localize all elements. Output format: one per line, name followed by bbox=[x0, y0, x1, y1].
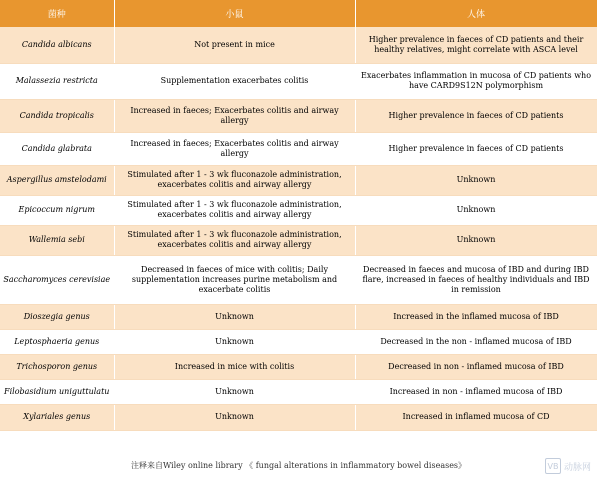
cell-human-text: Increased in the inflamed mucosa of IBD bbox=[393, 311, 559, 321]
table-body bbox=[0, 27, 597, 430]
cell-fungus bbox=[0, 195, 114, 225]
header-human: 人体 bbox=[355, 0, 597, 27]
cell-mice bbox=[114, 379, 355, 404]
cell-fungus-text: Epicoccum nigrum bbox=[18, 205, 95, 214]
cell-fungus bbox=[0, 404, 114, 430]
cell-mice bbox=[114, 132, 355, 165]
cell-fungus-text: Dioszegia genus bbox=[23, 311, 90, 321]
cell-human bbox=[355, 63, 597, 99]
cell-human bbox=[355, 304, 597, 329]
cell-fungus-text: Malassezia restricta bbox=[15, 76, 98, 85]
cell-human-text: Decreased in non - inflamed mucosa of IBD bbox=[388, 361, 564, 371]
table-row bbox=[0, 304, 597, 329]
cell-human-text: Exacerbates inflammation in mucosa of CD patients who have CARD9S12N polymorphism bbox=[360, 71, 592, 90]
vb-logo-icon: VB bbox=[545, 458, 561, 474]
cell-mice bbox=[114, 304, 355, 329]
cell-mice bbox=[114, 195, 355, 225]
table-row bbox=[0, 27, 597, 63]
cell-fungus bbox=[0, 304, 114, 329]
table-header-row bbox=[0, 0, 597, 27]
cell-mice bbox=[114, 404, 355, 430]
cell-mice-text: Supplementation exacerbates colitis bbox=[160, 76, 309, 85]
cell-fungus bbox=[0, 354, 114, 379]
cell-fungus bbox=[0, 63, 114, 99]
cell-human bbox=[355, 27, 597, 63]
cell-fungus-text: Wallemia sebi bbox=[28, 235, 85, 244]
source-note: 注释来自Wiley online library 《 fungal alterations in inflammatory bowel diseases》 bbox=[130, 461, 467, 470]
cell-mice-text: Unknown bbox=[215, 311, 254, 321]
cell-mice-text: Unknown bbox=[215, 412, 254, 421]
cell-mice-text: Stimulated after 1 - 3 wk fluconazole administration, exacerbates colitis and airway allergy bbox=[127, 200, 342, 219]
cell-mice-text: Unknown bbox=[215, 336, 254, 346]
cell-human-text: Higher prevalence in faeces of CD patients bbox=[388, 143, 564, 153]
cell-fungus-text: Filobasidium uniguttulatu bbox=[4, 386, 110, 396]
header-mice: 小鼠 bbox=[114, 0, 355, 27]
cell-fungus bbox=[0, 132, 114, 165]
cell-mice-text: Decreased in faeces of mice with colitis; Daily supplementation increases purine metabolism and exacerbate colitis bbox=[131, 264, 338, 294]
cell-fungus-text: Candida tropicalis bbox=[19, 110, 94, 120]
cell-fungus bbox=[0, 379, 114, 404]
cell-human bbox=[355, 165, 597, 195]
cell-fungus bbox=[0, 165, 114, 195]
cell-human bbox=[355, 404, 597, 430]
cell-fungus bbox=[0, 255, 114, 304]
cell-human-text: Unknown bbox=[456, 175, 496, 184]
cell-human bbox=[355, 329, 597, 354]
cell-fungus-text: Trichosporon genus bbox=[16, 361, 98, 371]
cell-mice-text: Increased in faeces; Exacerbates colitis and airway allergy bbox=[130, 105, 339, 125]
cell-mice-text: Stimulated after 1 - 3 wk fluconazole administration, exacerbates colitis and airway allergy bbox=[127, 170, 342, 189]
cell-human bbox=[355, 132, 597, 165]
cell-mice bbox=[114, 255, 355, 304]
table-row bbox=[0, 329, 597, 354]
table-row bbox=[0, 225, 597, 255]
cell-human bbox=[355, 99, 597, 132]
cell-human bbox=[355, 379, 597, 404]
cell-fungus-text: Xylariales genus bbox=[23, 412, 91, 421]
table-row bbox=[0, 195, 597, 225]
cell-human bbox=[355, 354, 597, 379]
cell-human-text: Increased in inflamed mucosa of CD bbox=[402, 412, 550, 421]
table-row bbox=[0, 379, 597, 404]
cell-mice bbox=[114, 329, 355, 354]
cell-fungus bbox=[0, 27, 114, 63]
cell-human bbox=[355, 255, 597, 304]
header-fungus: 菌种 bbox=[0, 0, 114, 27]
table-row bbox=[0, 132, 597, 165]
cell-mice bbox=[114, 99, 355, 132]
table-row bbox=[0, 255, 597, 304]
cell-mice bbox=[114, 354, 355, 379]
cell-human-text: Unknown bbox=[456, 235, 496, 244]
cell-human-text: Decreased in the non - inflamed mucosa of IBD bbox=[380, 336, 572, 346]
cell-mice bbox=[114, 225, 355, 255]
cell-human-text: Unknown bbox=[456, 205, 496, 214]
cell-mice-text: Increased in faeces; Exacerbates colitis and airway allergy bbox=[130, 138, 339, 158]
cell-fungus bbox=[0, 99, 114, 132]
cell-human-text: Decreased in faeces and mucosa of IBD and during IBD flare, increased in faeces of healthy individuals and IBD in remission bbox=[362, 264, 590, 294]
cell-mice bbox=[114, 63, 355, 99]
cell-mice bbox=[114, 165, 355, 195]
cell-human-text: Higher prevalence in faeces of CD patients bbox=[388, 110, 564, 120]
cell-fungus-text: Aspergillus amstelodami bbox=[6, 175, 107, 184]
cell-fungus bbox=[0, 225, 114, 255]
table-row bbox=[0, 99, 597, 132]
cell-mice-text: Not present in mice bbox=[194, 39, 275, 49]
cell-mice-text: Increased in mice with colitis bbox=[174, 361, 295, 371]
cell-fungus-text: Saccharomyces cerevisiae bbox=[3, 274, 111, 284]
logo bbox=[545, 457, 591, 475]
logo-text: 动脉网 bbox=[563, 462, 591, 473]
cell-mice-text: Stimulated after 1 - 3 wk fluconazole administration, exacerbates colitis and airway allergy bbox=[127, 230, 342, 249]
cell-mice bbox=[114, 27, 355, 63]
cell-fungus bbox=[0, 329, 114, 354]
table-row bbox=[0, 354, 597, 379]
cell-human-text: Higher prevalence in faeces of CD patients and their healthy relatives, might correlate with ASCA level bbox=[368, 34, 584, 54]
cell-fungus-text: Candida glabrata bbox=[21, 143, 92, 153]
table-row bbox=[0, 404, 597, 430]
cell-fungus-text: Leptosphaeria genus bbox=[14, 336, 100, 346]
table-row bbox=[0, 63, 597, 99]
table-row bbox=[0, 165, 597, 195]
cell-human bbox=[355, 195, 597, 225]
cell-mice-text: Unknown bbox=[215, 386, 254, 396]
cell-fungus-text: Candida albicans bbox=[21, 39, 92, 49]
cell-human-text: Increased in non - inflamed mucosa of IBD bbox=[389, 386, 563, 396]
cell-human bbox=[355, 225, 597, 255]
